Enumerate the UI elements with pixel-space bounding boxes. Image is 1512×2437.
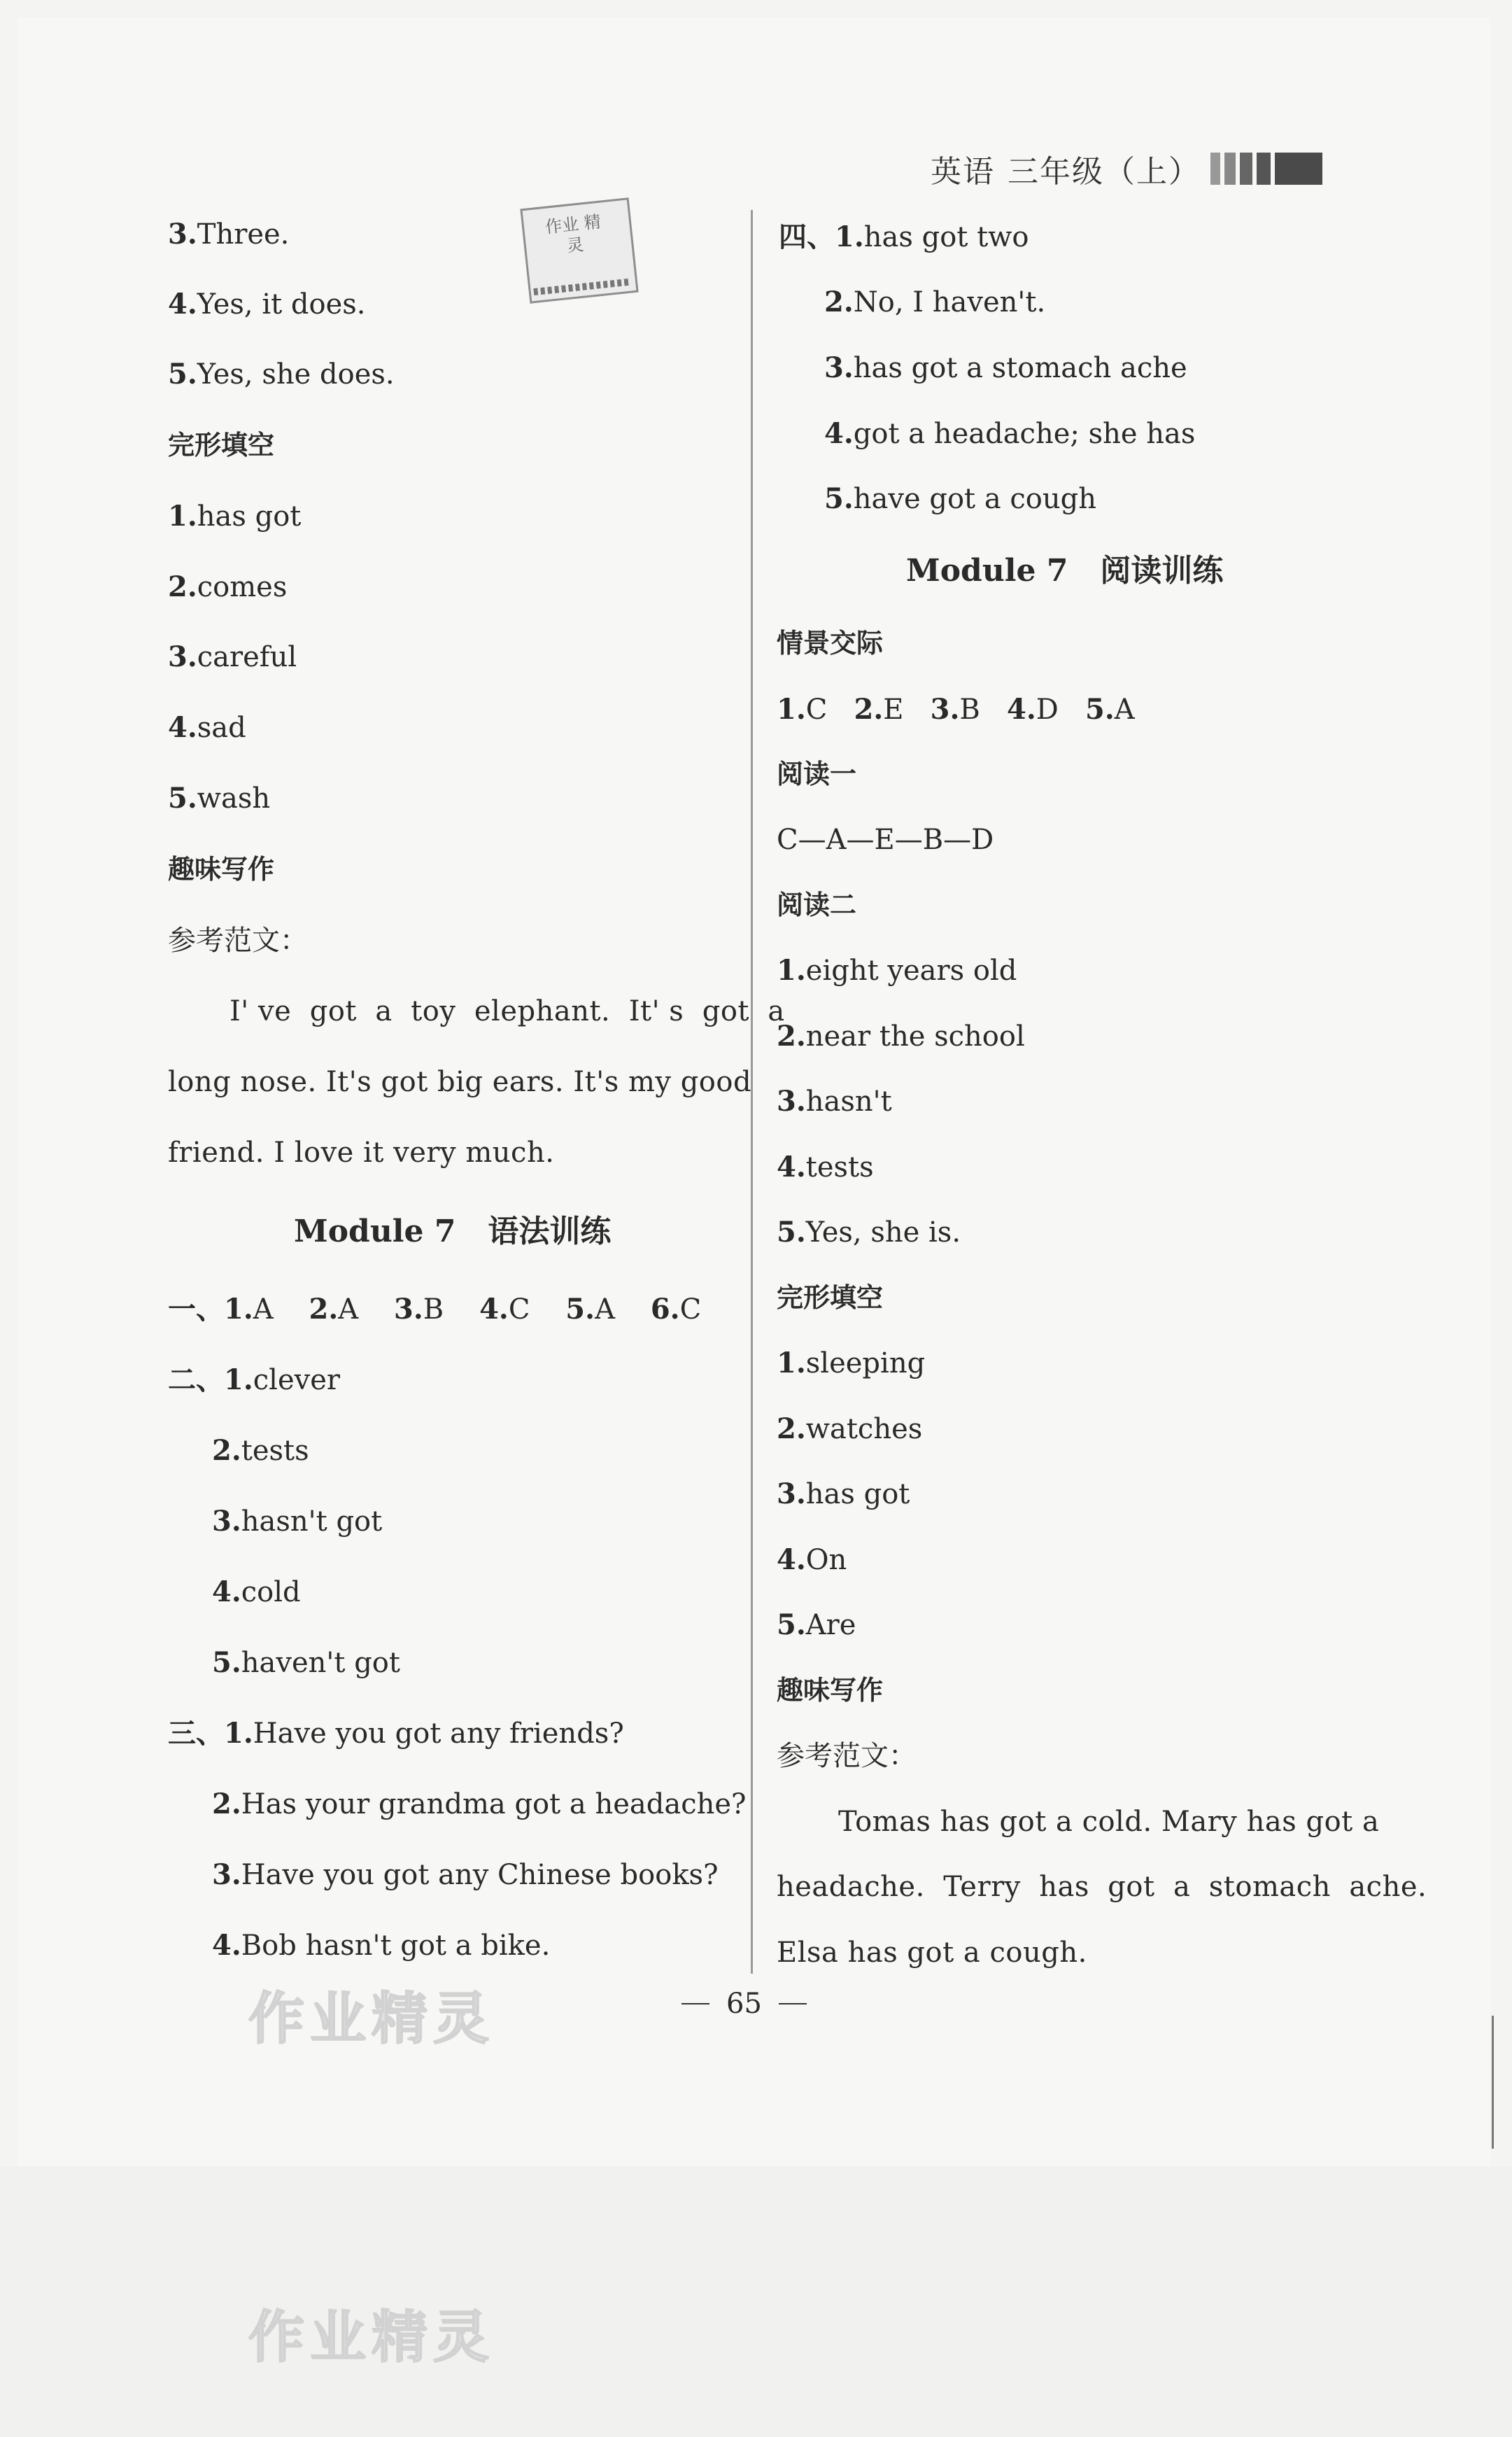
module-title: Module 7 阅读训练: [906, 553, 1224, 589]
sample-label: 参考范文：: [777, 1740, 917, 1772]
answer-line: 3.Have you got any Chinese books?: [212, 1858, 719, 1891]
sample-text-line: Tomas has got a cold. Mary has got a: [838, 1806, 1380, 1838]
section-heading: 完形填空: [168, 430, 275, 461]
page-number: 65: [665, 1988, 824, 2020]
answer-line: 4.sad: [168, 711, 246, 744]
watermark-text: 作业精灵: [248, 2305, 495, 2370]
answer-line: 5.wash: [168, 782, 271, 815]
sample-text-line: Elsa has got a cough.: [777, 1937, 1087, 1969]
answer-line: 4.Bob hasn't got a bike.: [212, 1929, 551, 1962]
answer-line: C—A—E—B—D: [777, 824, 994, 856]
answer-line: 3.hasn't got: [212, 1505, 383, 1538]
answer-line: 4.got a headache; she has: [824, 417, 1196, 450]
answer-line: 1.has got: [168, 500, 302, 533]
section-heading: 趣味写作: [168, 854, 275, 885]
answer-line: 3.has got: [777, 1477, 910, 1510]
answer-row: 1.C 2.E 3.B 4.D 5.A: [777, 693, 1135, 726]
section-heading: 阅读一: [777, 759, 857, 789]
answer-line: 2.tests: [212, 1434, 309, 1467]
answer-line: 3.Three.: [168, 218, 290, 251]
sample-text-line: I' ve got a toy elephant. It' s got a: [229, 995, 785, 1027]
sample-text-line: friend. I love it very much.: [168, 1137, 555, 1169]
answer-line: 2.watches: [777, 1412, 923, 1445]
section-heading: 趣味写作: [777, 1675, 884, 1706]
answer-line: 5.have got a cough: [824, 482, 1097, 515]
answer-line: 5.Yes, she is.: [777, 1216, 961, 1249]
section-heading: 完形填空: [777, 1282, 884, 1313]
running-header: [931, 148, 1322, 189]
answer-line: 三、1.Have you got any friends?: [168, 1717, 624, 1750]
answer-line: 2.No, I haven't.: [824, 286, 1046, 318]
section-heading: 阅读二: [777, 890, 857, 920]
answer-line: 4.Yes, it does.: [168, 288, 366, 321]
answer-line: 2.comes: [168, 570, 288, 603]
answer-line: 3.careful: [168, 640, 297, 673]
header-subject: 英语: [931, 154, 995, 190]
answer-line: 4.tests: [777, 1151, 874, 1184]
answer-line: 5.haven't got: [212, 1646, 400, 1679]
page-bottom-margin: [0, 2166, 1512, 2437]
sample-label: 参考范文：: [168, 925, 308, 957]
answer-line: 2.near the school: [777, 1020, 1025, 1053]
answer-line: 四、1.has got two: [779, 220, 1029, 253]
answer-line: 1.sleeping: [777, 1347, 926, 1379]
answer-line: 5.Yes, she does.: [168, 358, 395, 391]
answer-line: 3.hasn't: [777, 1085, 892, 1118]
sample-text-line: long nose. It's got big ears. It's my good: [168, 1066, 752, 1098]
answer-line: 4.cold: [212, 1575, 301, 1608]
header-grade: 三年级（上）: [1008, 154, 1201, 190]
module-title: Module 7 语法训练: [294, 1214, 612, 1249]
sample-text-line: headache. Terry has got a stomach ache.: [777, 1871, 1427, 1903]
answer-line: 2.Has your grandma got a headache?: [212, 1788, 747, 1820]
page-edge-shadow: [1492, 2016, 1494, 2149]
answer-line: 1.eight years old: [777, 954, 1017, 987]
answer-line: 3.has got a stomach ache: [824, 351, 1187, 384]
header-decoration-bars: [1210, 153, 1322, 185]
section-heading: 情景交际: [777, 628, 884, 659]
stamp-text: 作业 精灵: [544, 211, 602, 256]
answer-row: 一、1.A 2.A 3.B 4.C 5.A 6.C: [168, 1293, 702, 1326]
stamp-logo: [520, 197, 638, 304]
answer-line: 4.On: [777, 1543, 847, 1576]
answer-line: 二、1.clever: [168, 1363, 341, 1396]
answer-line: 5.Are: [777, 1608, 856, 1641]
watermark-text: 作业精灵: [248, 1986, 495, 2051]
